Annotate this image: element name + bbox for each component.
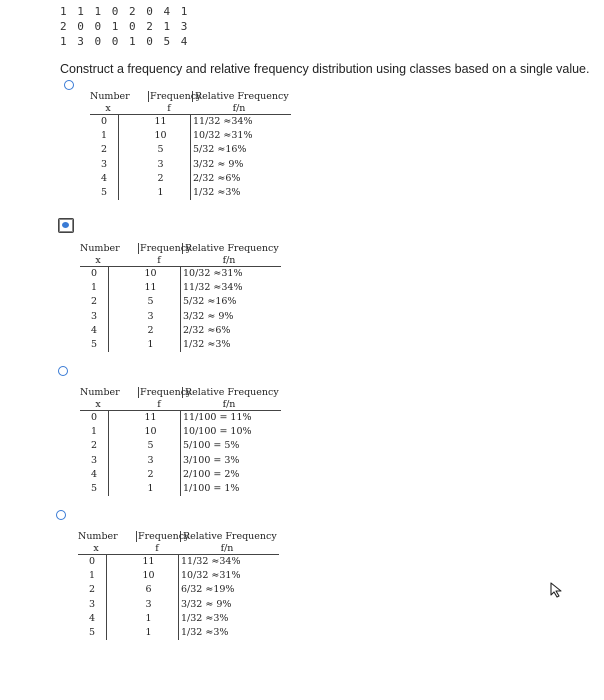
table-row: 1 10 10/32 ≈31%	[90, 129, 291, 143]
header-relative-frequency: Relative Frequency	[183, 531, 277, 542]
header-f: f	[167, 103, 171, 114]
option-c-radio[interactable]	[58, 366, 68, 376]
header-fn: f/n	[220, 543, 234, 554]
header-relative-frequency: Relative Frequency	[185, 243, 279, 254]
header-number: Number	[80, 387, 120, 398]
header-number: Number	[80, 243, 120, 254]
table-row: 3 3 3/100 = 3%	[80, 454, 281, 468]
header-frequency: Frequency	[140, 243, 192, 254]
table-row: 0 11 11/32 ≈34%	[90, 115, 291, 129]
header-f: f	[157, 399, 161, 410]
header-x: x	[95, 255, 101, 266]
table-row: 2 5 5/32 ≈16%	[80, 295, 281, 309]
header-relative-frequency: Relative Frequency	[185, 387, 279, 398]
header-frequency: Frequency	[150, 91, 202, 102]
header-frequency: Frequency	[138, 531, 190, 542]
table-row: 0 11 11/32 ≈34%	[78, 555, 279, 569]
option-d-radio[interactable]	[56, 510, 66, 520]
table-row: 5 1 1/100 = 1%	[80, 482, 281, 496]
data-line: 1 1 1 0 2 0 4 1	[60, 5, 190, 18]
header-frequency: Frequency	[140, 387, 192, 398]
option-c-table	[80, 384, 281, 496]
header-f: f	[155, 543, 159, 554]
table-row: 4 2 2/100 = 2%	[80, 468, 281, 482]
header-x: x	[95, 399, 101, 410]
table-row: 2 5 5/100 = 5%	[80, 439, 281, 453]
option-d-table	[78, 528, 279, 640]
header-number: Number	[90, 91, 130, 102]
header-x: x	[93, 543, 99, 554]
table-row: 0 11 11/100 = 11%	[80, 411, 281, 425]
table-row: 2 5 5/32 ≈16%	[90, 143, 291, 157]
header-x: x	[105, 103, 111, 114]
data-line: 1 3 0 0 1 0 5 4	[60, 35, 190, 48]
table-row: 5 1 1/32 ≈3%	[78, 626, 279, 640]
header-fn: f/n	[222, 399, 236, 410]
option-b-radio-selected[interactable]	[58, 218, 74, 233]
header-number: Number	[78, 531, 118, 542]
table-row: 4 2 2/32 ≈6%	[80, 324, 281, 338]
option-a-radio[interactable]	[64, 80, 74, 90]
table-row: 1 10 10/32 ≈31%	[78, 569, 279, 583]
table-row: 0 10 10/32 ≈31%	[80, 267, 281, 281]
header-f: f	[157, 255, 161, 266]
table-row: 1 11 11/32 ≈34%	[80, 281, 281, 295]
option-a-table	[90, 88, 291, 200]
data-line: 2 0 0 1 0 2 1 3	[60, 20, 190, 33]
table-row: 3 3 3/32 ≈ 9%	[78, 598, 279, 612]
question-prompt: Construct a frequency and relative frequency distribution using classes based on a single value.	[60, 62, 590, 76]
table-row: 5 1 1/32 ≈3%	[90, 186, 291, 200]
header-fn: f/n	[232, 103, 246, 114]
table-row: 2 6 6/32 ≈19%	[78, 583, 279, 597]
table-row: 1 10 10/100 = 10%	[80, 425, 281, 439]
table-row: 4 2 2/32 ≈6%	[90, 172, 291, 186]
option-b-table	[80, 240, 281, 352]
table-row: 5 1 1/32 ≈3%	[80, 338, 281, 352]
mouse-cursor-icon	[550, 582, 564, 598]
table-row: 3 3 3/32 ≈ 9%	[80, 310, 281, 324]
header-relative-frequency: Relative Frequency	[195, 91, 289, 102]
raw-data-block	[60, 4, 189, 49]
table-row: 3 3 3/32 ≈ 9%	[90, 158, 291, 172]
header-fn: f/n	[222, 255, 236, 266]
table-row: 4 1 1/32 ≈3%	[78, 612, 279, 626]
